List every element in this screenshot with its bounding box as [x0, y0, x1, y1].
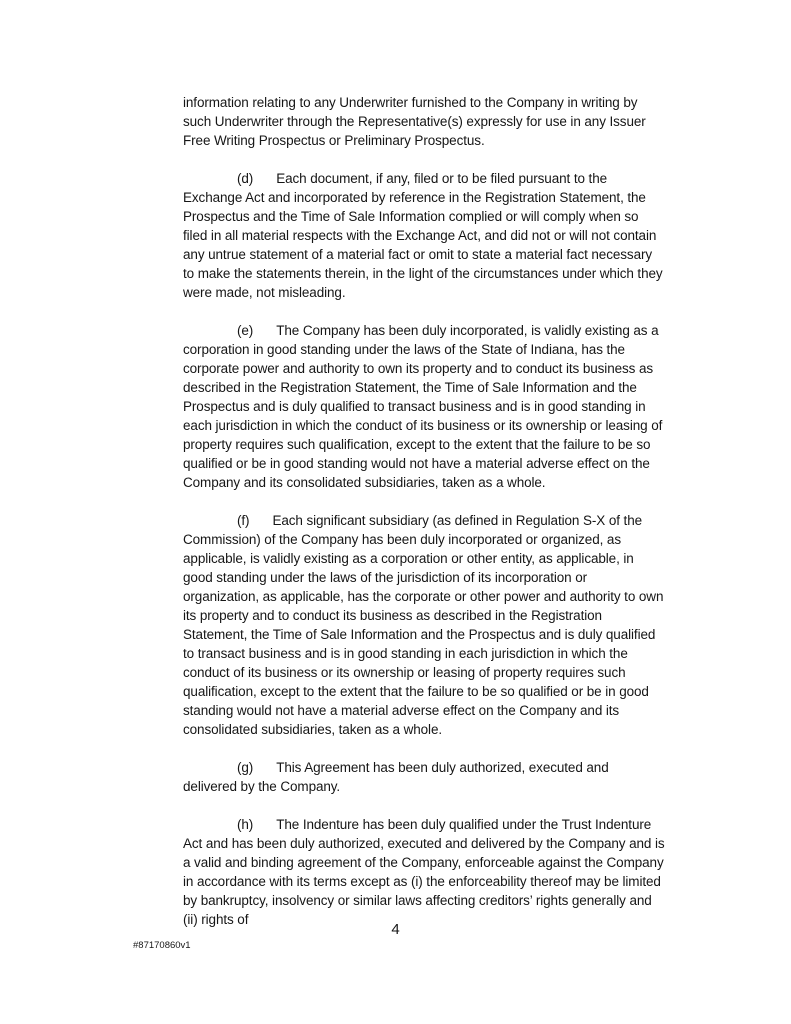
paragraph-g [183, 758, 665, 796]
paragraph-text: Each significant subsidiary (as defined in Regulation S-X of the Commission) of the Company has been duly incorporated or organized, as applicable, is validly existing as a corporation or other entity, as applicable, in good standing under the laws of the jurisdiction of its incorporation or organization, as applicable, has the corporate or other power and authority to own its property and to conduct its business as described in the Registration Statement, the Time of Sale Information and the Prospectus and is duly qualified to transact business and is in good standing in each jurisdiction in which the conduct of its business or its ownership or leasing of property requires such qualification, except to the extent that the failure to be so qualified or be in good standing would not have a material adverse effect on the Company and its consolidated subsidiaries, taken as a whole. [183, 513, 664, 737]
paragraph-e [183, 321, 665, 492]
document-body [183, 93, 665, 948]
paragraph-text: This Agreement has been duly authorized, executed and delivered by the Company. [183, 760, 609, 794]
paragraph-h [183, 815, 665, 929]
paragraph-continuation [183, 93, 665, 150]
paragraph-label: (f) [237, 513, 250, 528]
paragraph-text: information relating to any Underwriter furnished to the Company in writing by such Underwriter through the Representative(s) expressly for use in any Issuer Free Writing Prospectus or Preliminary Prospectus. [183, 95, 646, 148]
paragraph-text: Each document, if any, filed or to be filed pursuant to the Exchange Act and incorporated by reference in the Registration Statement, the Prospectus and the Time of Sale Information complied or will comply when so filed in all material respects with the Exchange Act, and did not or will not contain any untrue statement of a material fact or omit to state a material fact necessary to make the statements therein, in the light of the circumstances under which they were made, not misleading. [183, 171, 663, 300]
paragraph-text: The Indenture has been duly qualified under the Trust Indenture Act and has been duly authorized, executed and delivered by the Company and is a valid and binding agreement of the Company, enforceable against the Company in accordance with its terms except as (i) the enforceability thereof may be limited by bankruptcy, insolvency or similar laws affecting creditors’ rights generally and (ii) rights of [183, 817, 665, 927]
paragraph-label: (e) [237, 323, 254, 338]
paragraph-d [183, 169, 665, 302]
page-number: 4 [391, 921, 400, 938]
document-id-footer: #87170860v1 [133, 940, 191, 951]
paragraph-label: (d) [237, 171, 254, 186]
paragraph-text: The Company has been duly incorporated, is validly existing as a corporation in good standing under the laws of the State of Indiana, has the corporate power and authority to own its property and to conduct its business as described in the Registration Statement, the Time of Sale Information and the Prospectus and is duly qualified to transact business and is in good standing in each jurisdiction in which the conduct of its business or its ownership or leasing of property requires such qualification, except to the extent that the failure to be so qualified or be in good standing would not have a material adverse effect on the Company and its consolidated subsidiaries, taken as a whole. [183, 323, 663, 490]
paragraph-label: (h) [237, 817, 254, 832]
paragraph-f [183, 511, 665, 739]
paragraph-label: (g) [237, 760, 254, 775]
